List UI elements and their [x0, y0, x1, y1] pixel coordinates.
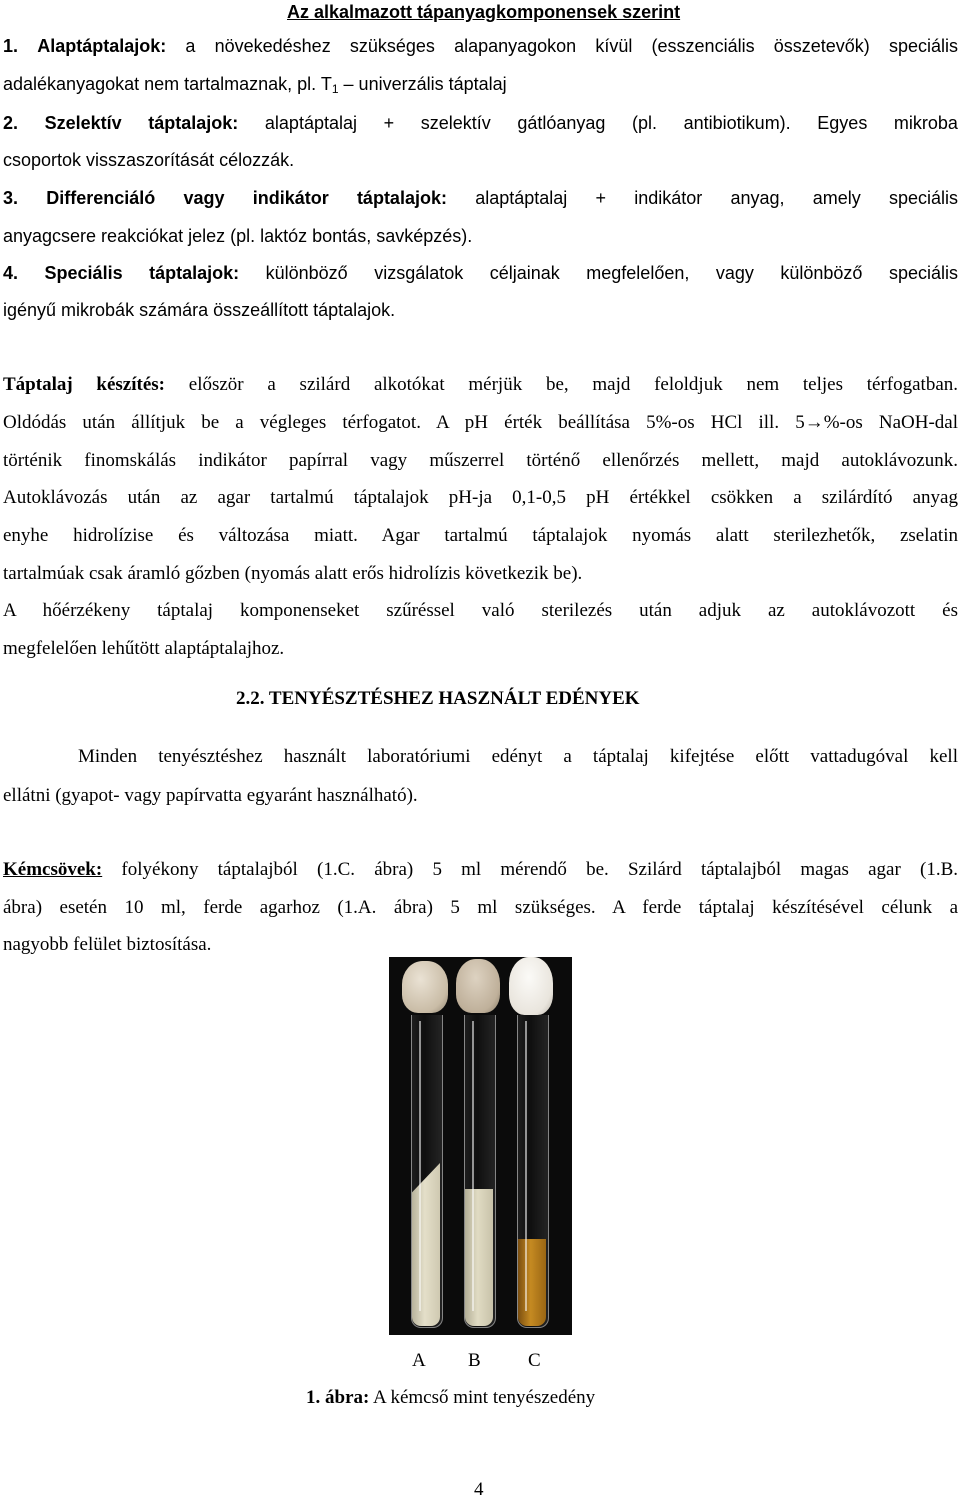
tubes-line2: ábra) esetén 10 ml, ferde agarhoz (1.A. ábra) 5 ml szükséges. A ferde táptalaj készítésével célunk a — [3, 897, 958, 918]
item-text: adalékanyagokat nem tartalmaznak, pl. T — [3, 74, 332, 94]
caption-label: 1. ábra: — [306, 1387, 370, 1408]
prep-text: %-os NaOH-dal — [823, 412, 958, 433]
item-term: Alaptáptalajok: — [37, 36, 167, 56]
tubes-line3: nagyobb felület biztosítása. — [3, 934, 212, 955]
list-item-1-line1 — [3, 36, 958, 57]
section-heading-2-2: 2.2. TENYÉSZTÉSHEZ HASZNÁLT EDÉNYEK — [236, 688, 640, 709]
item-term: Differenciáló vagy indikátor táptalajok: — [46, 188, 447, 208]
figure-label-c: C — [528, 1350, 541, 1371]
item-text: a növekedéshez szükséges alapanyagokon kívül (esszenciális összetevők) speciális — [185, 36, 958, 56]
tubes-term: Kémcsövek: — [3, 859, 103, 880]
prep-line2 — [3, 412, 958, 434]
item-number: 4. — [3, 263, 19, 283]
tubes-line1 — [3, 859, 958, 881]
prep-line3: történik finomskálás indikátor papírral vagy műszerrel történő ellenőrzés mellett, majd autoklávozunk. — [3, 450, 958, 471]
page-number: 4 — [474, 1479, 484, 1500]
item-number: 1. — [3, 36, 19, 56]
list-item-3-line2: anyagcsere reakciókat jelez (pl. laktóz bontás, savképzés). — [3, 226, 473, 246]
caption-text: A kémcső mint tenyészedény — [369, 1387, 596, 1408]
prep-line4: Autoklávozás után az agar tartalmú táptalajok pH-ja 0,1-0,5 pH értékkel csökken a szilárdító anyag — [3, 487, 958, 508]
high-agar-b — [465, 1189, 493, 1326]
prep-line8: megfelelően lehűtött alaptáptalajhoz. — [3, 638, 285, 659]
prep-text: először a szilárd alkotókat mérjük be, majd feloldjuk nem teljes térfogatban. — [188, 374, 959, 395]
tubes-text: folyékony táptalajból (1.C. ábra) 5 ml mérendő be. Szilárd táptalajból magas agar (1.B. — [121, 859, 958, 880]
vessels-line1: Minden tenyésztéshez használt laboratóriumi edényt a táptalaj kifejtése előtt vattadugóval kell — [78, 746, 958, 767]
liquid-medium-c — [518, 1239, 546, 1326]
item-text: – univerzális táptalaj — [338, 74, 507, 94]
item-term: Szelektív táptalajok: — [44, 113, 239, 133]
item-term: Speciális táptalajok: — [44, 263, 240, 283]
prep-line1 — [3, 374, 958, 396]
cotton-plug-a — [402, 961, 448, 1013]
test-tubes-photo — [389, 957, 572, 1335]
prep-text: Oldódás után állítjuk be a végleges térfogatot. A pH érték beállítása 5%-os HCl ill. 5 — [3, 412, 805, 433]
figure-caption — [306, 1387, 595, 1409]
tube-highlight — [419, 1021, 421, 1311]
figure-label-a: A — [412, 1350, 426, 1371]
list-item-3-line1 — [3, 188, 958, 209]
item-text: különböző vizsgálatok céljainak megfelelően, vagy különböző speciális — [265, 263, 958, 283]
prep-term: Táptalaj készítés: — [3, 374, 166, 395]
item-text: alaptáptalaj + szelektív gátlóanyag (pl. antibiotikum). Egyes mikroba — [264, 113, 958, 133]
section-title: Az alkalmazott tápanyagkomponensek szerint — [287, 2, 681, 22]
subscript: 1 — [331, 82, 339, 96]
prep-line5: enyhe hidrolízise és változása miatt. Agar tartalmú táptalajok nyomás alatt sterilezhetők, zselatin — [3, 525, 958, 546]
list-item-4-line2: igényű mikrobák számára összeállított táptalajok. — [3, 300, 396, 320]
arrow-icon: → — [804, 412, 824, 433]
list-item-2-line1 — [3, 113, 958, 134]
tube-highlight — [472, 1021, 474, 1311]
figure-label-b: B — [468, 1350, 481, 1371]
prep-line7: A hőérzékeny táptalaj komponenseket szűréssel való sterilezés után adjuk az autoklávozott és — [3, 600, 958, 621]
item-number: 3. — [3, 188, 19, 208]
list-item-2-line2: csoportok visszaszorítását célozzák. — [3, 150, 295, 170]
list-item-1-line2 — [3, 74, 507, 96]
item-text: alaptáptalaj + indikátor anyag, amely speciális — [475, 188, 958, 208]
cotton-plug-b — [456, 959, 500, 1013]
cotton-plug-c — [509, 957, 553, 1015]
item-number: 2. — [3, 113, 19, 133]
prep-line6: tartalmúak csak áramló gőzben (nyomás alatt erős hidrolízis következik be). — [3, 563, 583, 584]
tube-highlight — [525, 1021, 527, 1311]
vessels-line2: ellátni (gyapot- vagy papírvatta egyaránt használható). — [3, 785, 418, 806]
list-item-4-line1 — [3, 263, 958, 284]
